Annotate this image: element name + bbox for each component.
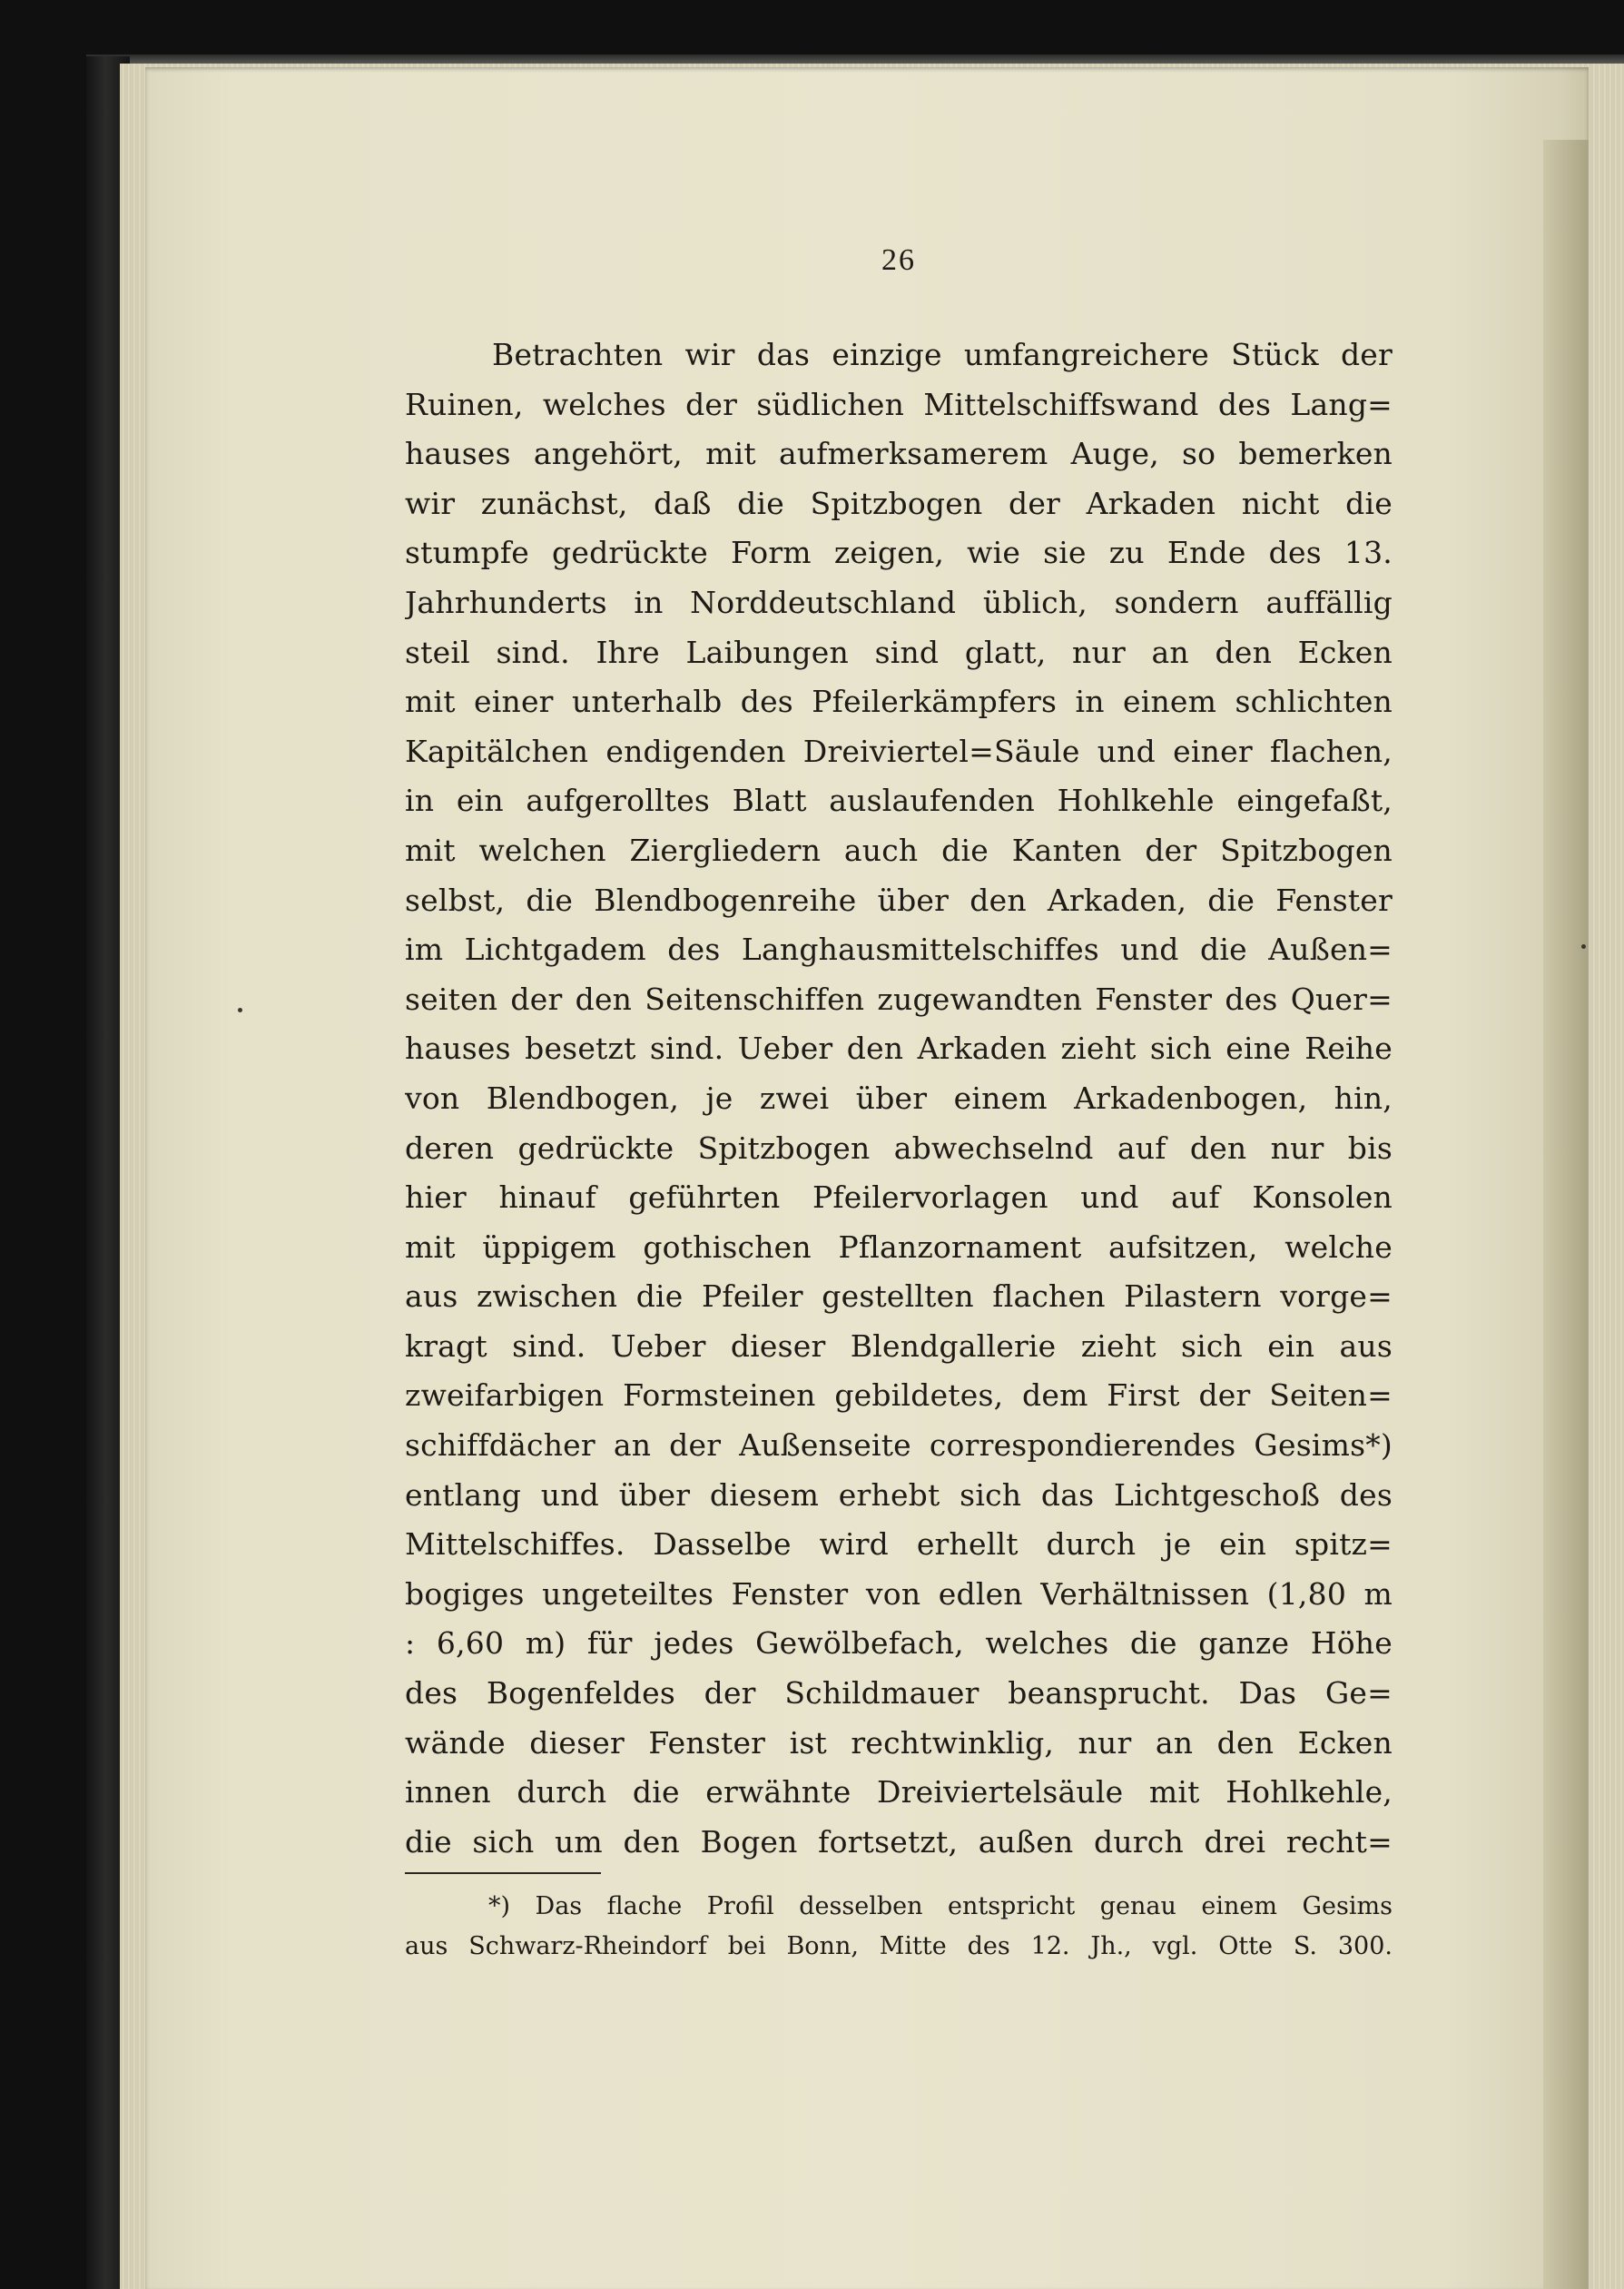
text-line: steil sind. Ihre Laibungen sind glatt, nur an den Ecken	[405, 634, 1393, 670]
text-line: die sich um den Bogen fortsetzt, außen durch drei recht=	[405, 1823, 1393, 1860]
text-line: im Lichtgadem des Langhausmittelschiffes und die Außen=	[405, 932, 1393, 968]
text-line: mit üppigem gothischen Pflanzornament aufsitzen, welche	[405, 1228, 1393, 1265]
text-line: seiten der den Seitenschiffen zugewandten Fenster des Quer=	[405, 981, 1393, 1017]
text-line: in ein aufgerolltes Blatt auslaufenden Hohlkehle eingefaßt,	[405, 783, 1393, 819]
text-line: Mittelschiffes. Dasselbe wird erhellt durch je ein spitz=	[405, 1526, 1393, 1563]
text-line: kragt sind. Ueber dieser Blendgallerie zieht sich ein aus	[405, 1327, 1393, 1364]
text-line: Ruinen, welches der südlichen Mittelschiffswand des Lang=	[405, 386, 1393, 422]
text-line: hauses besetzt sind. Ueber den Arkaden zieht sich eine Reihe	[405, 1031, 1393, 1067]
text-line: mit welchen Ziergliedern auch die Kanten der Spitzbogen	[405, 832, 1393, 868]
footnote	[405, 1887, 1393, 1967]
text-line: hauses angehört, mit aufmerksamerem Auge, so bemerken	[405, 436, 1393, 472]
page-gutter-shadow	[1543, 140, 1589, 2289]
footnote-line: *) Das flache Profil desselben entspricht genau einem Gesims	[488, 1892, 1393, 1920]
text-line: bogiges ungeteiltes Fenster von edlen Verhältnissen (1,80 m	[405, 1575, 1393, 1612]
text-line: wände dieser Fenster ist rechtwinklig, nur an den Ecken	[405, 1724, 1393, 1761]
text-line: deren gedrückte Spitzbogen abwechselnd auf den nur bis	[405, 1130, 1393, 1166]
text-line: entlang und über diesem erhebt sich das Lichtgeschoß des	[405, 1476, 1393, 1513]
text-line: Jahrhunderts in Norddeutschland üblich, sondern auffällig	[405, 584, 1393, 620]
paper-speck	[1581, 944, 1586, 949]
text-line: stumpfe gedrückte Form zeigen, wie sie zu Ende des 13.	[405, 535, 1393, 571]
text-line: : 6,60 m) für jedes Gewölbefach, welches die ganze Höhe	[405, 1625, 1393, 1662]
page-number: 26	[881, 243, 916, 277]
text-line: hier hinauf geführten Pfeilervorlagen und auf Konsolen	[405, 1179, 1393, 1216]
text-line: Betrachten wir das einzige umfangreichere Stück der	[492, 337, 1393, 372]
text-line: des Bogenfeldes der Schildmauer beansprucht. Das Ge=	[405, 1675, 1393, 1712]
text-line: wir zunächst, daß die Spitzbogen der Arkaden nicht die	[405, 485, 1393, 521]
footnote-line: aus Schwarz-Rheindorf bei Bonn, Mitte des 12. Jh., vgl. Otte S. 300.	[405, 1932, 1393, 1960]
text-line: schiffdächer an der Außenseite correspondierendes Gesims*)	[405, 1427, 1393, 1464]
text-line: Kapitälchen endigenden Dreiviertel=Säule und einer flachen,	[405, 733, 1393, 769]
text-line: aus zwischen die Pfeiler gestellten flachen Pilastern vorge=	[405, 1278, 1393, 1315]
text-line: innen durch die erwähnte Dreiviertelsäule mit Hohlkehle,	[405, 1774, 1393, 1810]
text-line: zweifarbigen Formsteinen gebildetes, dem First der Seiten=	[405, 1377, 1393, 1414]
text-line: von Blendbogen, je zwei über einem Arkadenbogen, hin,	[405, 1080, 1393, 1116]
paper-speck	[238, 1008, 242, 1012]
body-text	[405, 331, 1393, 1867]
footnote-divider	[405, 1872, 601, 1874]
text-line: mit einer unterhalb des Pfeilerkämpfers in einem schlichten	[405, 684, 1393, 720]
text-line: selbst, die Blendbogenreihe über den Arkaden, die Fenster	[405, 882, 1393, 918]
